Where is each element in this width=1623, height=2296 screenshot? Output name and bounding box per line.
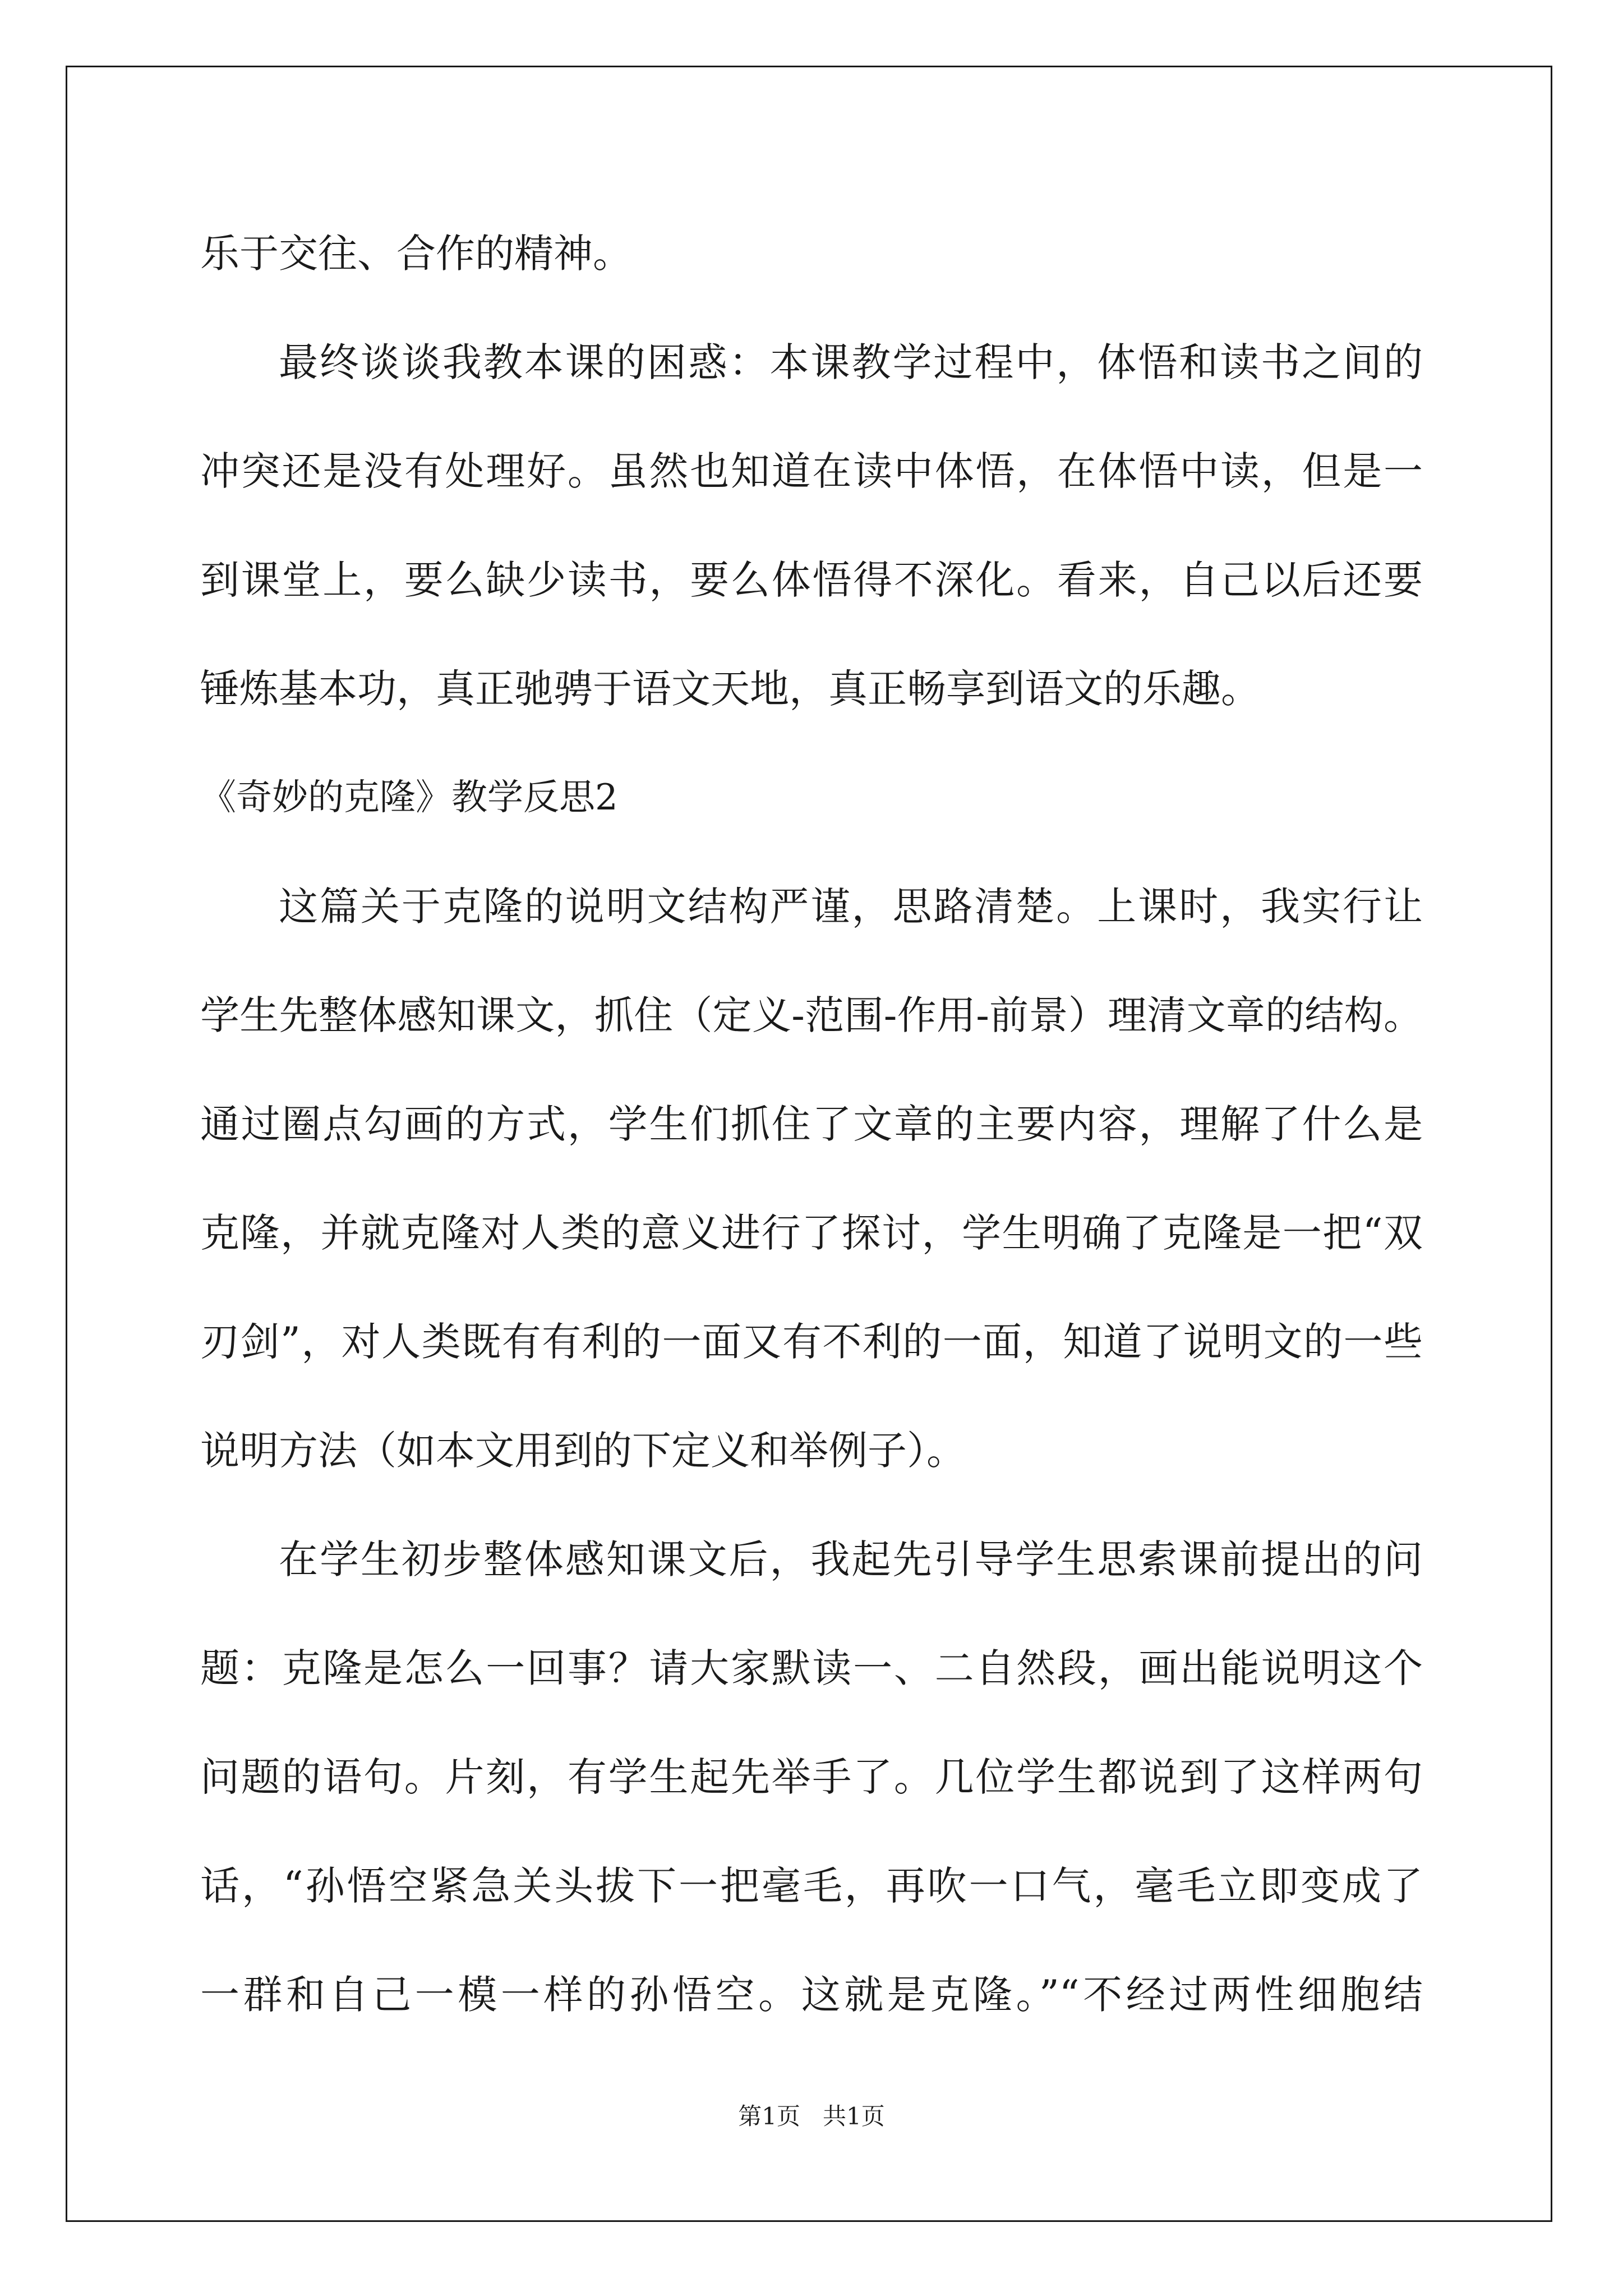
text-line: 锤炼基本功，真正驰骋于语文天地，真正畅享到语文的乐趣。 (200, 666, 1260, 712)
text-line: 学生先整体感知课文，抓住（定义-范围-作用-前景）理清文章的结构。 (200, 992, 1423, 1038)
text-line: 话，“孙悟空紧急关头拔下一把毫毛，再吹一口气，毫毛立即变成了 (200, 1863, 1423, 1909)
text-line: 在学生初步整体感知课文后，我起先引导学生思索课前提出的问 (279, 1536, 1423, 1582)
text-line: 题：克隆是怎么一回事？请大家默读一、二自然段，画出能说明这个 (200, 1645, 1423, 1691)
document-body (200, 199, 1423, 2049)
section-heading: 《奇妙的克隆》教学反思2 (200, 777, 618, 818)
page-number-footer: 第1页 共1页 (738, 2102, 885, 2130)
text-line: 通过圈点勾画的方式，学生们抓住了文章的主要内容，理解了什么是 (200, 1101, 1423, 1147)
text-line: 这篇关于克隆的说明文结构严谨，思路清楚。上课时，我实行让 (279, 884, 1423, 930)
text-line: 最终谈谈我教本课的困惑：本课教学过程中，体悟和读书之间的 (279, 339, 1423, 385)
text-line: 乐于交往、合作的精神。 (200, 231, 632, 277)
text-line: 克隆，并就克隆对人类的意义进行了探讨，学生明确了克隆是一把“双 (200, 1210, 1423, 1256)
text-line: 问题的语句。片刻，有学生起先举手了。几位学生都说到了这样两句 (200, 1754, 1423, 1800)
text-line: 说明方法（如本文用到的下定义和举例子）。 (200, 1428, 966, 1474)
text-line: 冲突还是没有处理好。虽然也知道在读中体悟，在体悟中读，但是一 (200, 448, 1423, 494)
text-line: 刃剑”，对人类既有有利的一面又有不利的一面，知道了说明文的一些 (200, 1319, 1423, 1365)
text-line: 一群和自己一模一样的孙悟空。这就是克隆。”“不经过两性细胞结 (200, 1972, 1423, 2018)
text-line: 到课堂上，要么缺少读书，要么体悟得不深化。看来，自己以后还要 (200, 557, 1423, 603)
